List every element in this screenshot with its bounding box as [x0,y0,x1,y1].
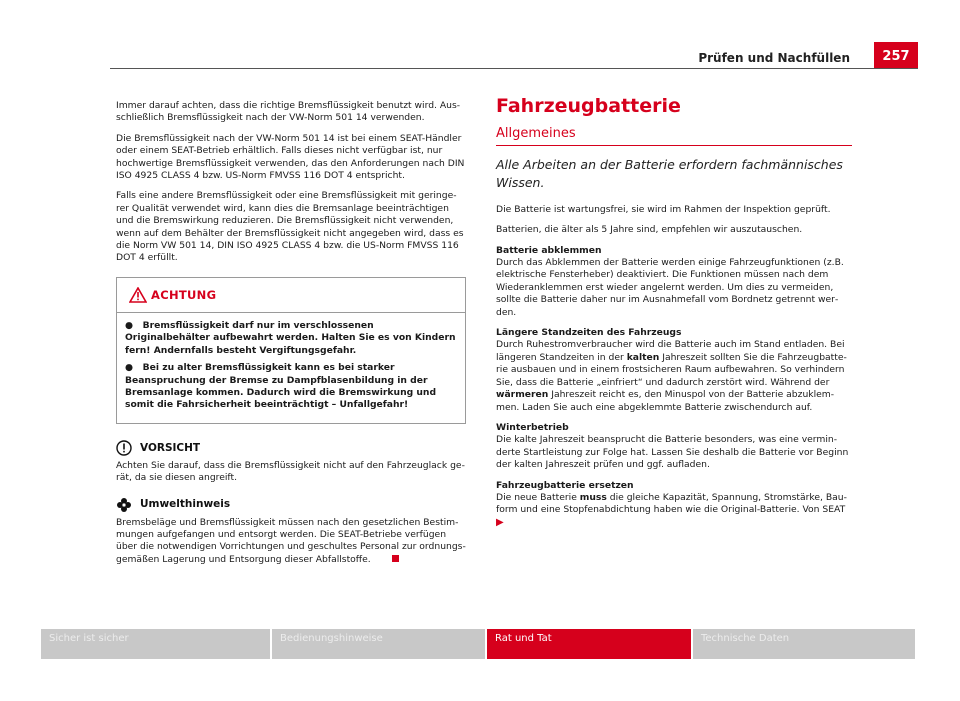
emphasis: muss [579,491,607,503]
end-of-section-marker-icon [392,555,399,562]
environment-title: Umwelthinweis [140,498,231,511]
intro-text: Alle Arbeiten an der Batterie erfordern fachmännisches Wissen. [496,156,843,190]
warning-header [117,278,465,313]
bullet: ● [125,362,134,374]
environment-text [116,517,466,567]
paragraph-text: Jahreszeit reicht es, den Minuspol von der Batterie abzuklemmen. Laden Sie auch eine abgeklemmte Batterie zwischendurch auf. [496,389,835,413]
warning-box [116,277,466,424]
paragraph: Falls eine andere Bremsflüssigkeit oder eine Bremsflüssigkeit mit geringerer Qualität verwendet wird, kann dies die Bremsanlage beeinträchtigen und die Bremswirkung reduzieren. Die Bremsflüssigkeit nicht verwenden, wenn auf dem Behälter der Bremsflüssigkeit nicht angegeben wird, dass es die Norm VW 501 14, DIN ISO 4925 CLASS 4 bzw. die US-Norm FMVSS 116 DOT 4 erfüllt. [116,190,464,264]
paragraph: Immer darauf achten, dass die richtige Bremsflüssigkeit benutzt wird. Ausschließlich Bremsflüssigkeit nach der VW-Norm 501 14 verwenden. [116,100,461,124]
nav-tab-technische-daten[interactable]: Technische Daten [693,629,915,659]
paragraph-heading: Winterbetrieb [496,421,569,433]
paragraph [496,245,852,319]
page-number: 257 [874,42,918,68]
paragraph-text: die gleiche Kapazität, Spannung, Stromstärke, Bauform und eine Stopfenabdichtung haben wie die Original-Batterie. Von SEAT [496,491,847,516]
emphasis: wärmeren [496,389,549,401]
paragraph-text: Die kalte Jahreszeit beansprucht die Batterie besonders, was eine verminderte Startleistung zur Folge hat. Lassen Sie deshalb die Batterie vor Beginn der kalten Jahreszeit prüfen und ggf. aufladen. [496,434,849,471]
warning-body [117,313,465,423]
paragraph-text: Jahreszeit sollten Sie die Fahrzeugbatterie ausbauen und in einem frostsicheren Raum aufbewahren. So verhindern Sie, dass die Batterie „einfriert“ und dadurch zerstört wird. Während der [496,351,847,388]
warning-title: ACHTUNG [151,287,217,302]
exclamation-circle-icon [116,440,132,456]
paragraph: Die Bremsflüssigkeit nach der VW-Norm 501 14 ist bei einem SEAT-Händler oder einem SEAT-Betrieb erhältlich. Falls dieses nicht verfügbar ist, nur hochwertige Bremsflüssigkeit verwenden, das den Anforderungen nach DIN ISO 4925 CLASS 4 bzw. US-Norm FMVSS 116 DOT 4 entspricht. [116,132,465,182]
warning-triangle-icon [129,287,147,303]
bottom-nav [41,629,915,659]
paragraph-heading: Fahrzeugbatterie ersetzen [496,479,634,491]
warning-item [125,320,457,357]
nav-tab-sicher-ist-sicher[interactable]: Sicher ist sicher [41,629,272,659]
paragraph-text: Durch das Abklemmen der Batterie werden einige Fahrzeugfunktionen (z.B. elektrische Fensterheber) deaktiviert. Die Funktionen müssen nach dem Wiederanklemmen erst wieder angelernt werden. Um dies zu vermeiden, sollte die Batterie daher nur im Ausnahmefall vom Bordnetz getrennt werden. [496,257,844,318]
caution-heading [116,440,466,456]
header-divider [110,68,918,69]
left-column [116,100,466,574]
environment-heading [116,497,466,513]
nav-tab-rat-und-tat[interactable]: Rat und Tat [487,629,693,659]
paragraph: Batterien, die älter als 5 Jahre sind, empfehlen wir auszutauschen. [496,224,803,236]
running-header-title: Prüfen und Nachfüllen [698,51,850,65]
paragraph [496,327,852,414]
caution-text: Achten Sie darauf, dass die Bremsflüssigkeit nicht auf den Fahrzeuglack gerät, da sie diesen angreift. [116,459,465,484]
continue-arrow-icon: ▶ [496,516,504,528]
paragraph-text: Die neue Batterie [496,491,577,503]
paragraph-heading: Batterie abklemmen [496,244,602,256]
paragraph-text: Durch Ruhestromverbraucher wird die Batterie auch im Stand entladen. Bei längeren Standzeiten in der [496,339,845,363]
paragraph [496,422,852,472]
caution-title: VORSICHT [140,441,201,454]
environment-text-body: Bremsbeläge und Bremsflüssigkeit müssen nach den gesetzlichen Bestimmungen aufgefangen und entsorgt werden. Die SEAT-Betriebe verfügen über die notwendigen Vorrichtungen und geschultes Personal zur ordnungsgemäßen Lagerung und Entsorgung dieser Abfallstoffe. [116,516,466,565]
flower-icon [116,497,132,513]
subsection-title: Allgemeines [496,128,852,145]
section-title: Fahrzeugbatterie [496,95,681,117]
paragraph-heading: Längere Standzeiten des Fahrzeugs [496,327,682,339]
paragraph: Die Batterie ist wartungsfrei, sie wird im Rahmen der Inspektion geprüft. [496,203,831,215]
warning-item-text: Bei zu alter Bremsflüssigkeit kann es bei starker Beanspruchung der Bremse zu Dampfblasenbildung in der Bremsanlage kommen. Dadurch wird die Bremswirkung und somit die Fahrsicherheit beeinträchtigt – Unfallgefahr! [125,362,437,411]
warning-item-text: Bremsflüssigkeit darf nur im verschlossenen Originalbehälter aufbewahrt werden. Halten Sie es von Kindern fern! Andernfalls besteht Vergiftungsgefahr. [125,319,456,356]
warning-item [125,362,457,412]
nav-tab-bedienungshinweise[interactable]: Bedienungshinweise [272,629,487,659]
bullet: ● [125,319,134,331]
paragraph [496,480,852,530]
emphasis: kalten [626,351,660,363]
right-column [496,95,852,537]
